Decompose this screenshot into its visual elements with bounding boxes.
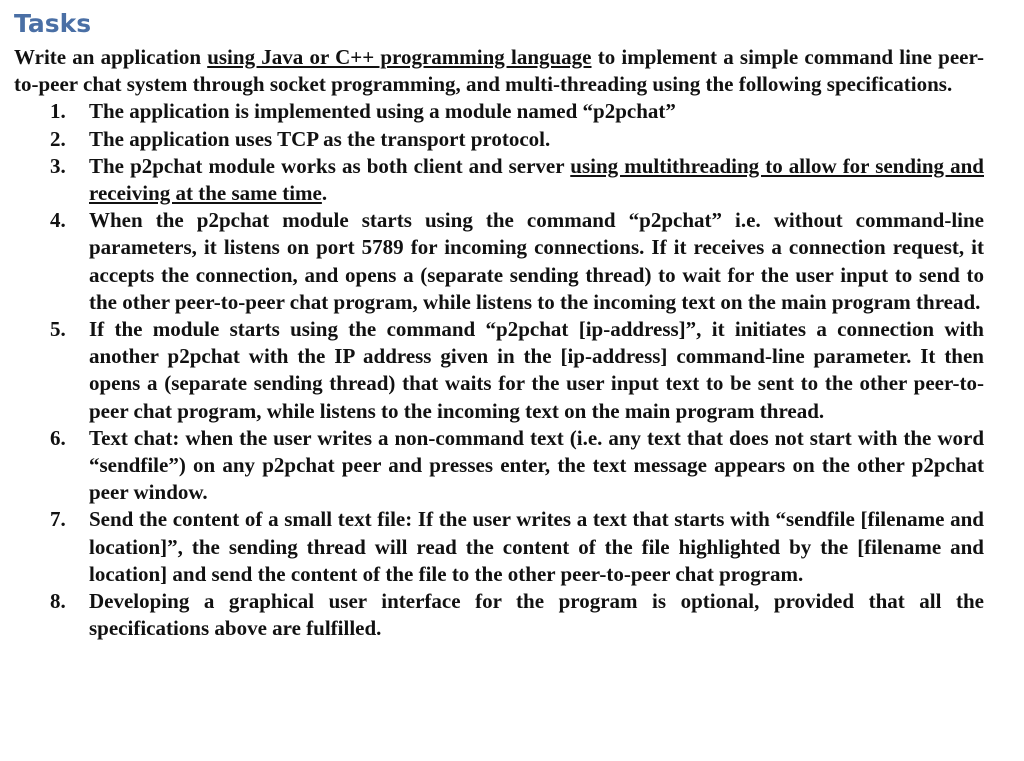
intro-text-start: Write an application: [14, 45, 208, 69]
list-item-number: 6.: [50, 425, 66, 450]
list-item-text: When the p2pchat module starts using the command “p2pchat” i.e. without command-line parameters, it listens on port 5789 for incoming connections. If it receives a connection request, it accepts the connection, and opens a (separate sending thread) to wait for the user input to send to the other peer-to-peer chat program, while listens to the incoming text on the main program thread.: [89, 208, 984, 314]
list-item-number: 8.: [50, 589, 66, 614]
list-item: [14, 506, 984, 588]
page-title: Tasks: [14, 9, 92, 38]
list-item-number: 5.: [50, 317, 66, 342]
list-item-number: 2.: [50, 126, 66, 151]
list-item: [14, 153, 984, 207]
intro-underlined-text: using Java or C++ programming language: [207, 45, 592, 69]
document-page: [14, 8, 984, 642]
list-item: [14, 126, 984, 153]
list-item-text: Send the content of a small text file: If the user writes a text that starts with “sendfile [filename and location]”, the sending thread will read the content of the file highlighted by the [filename and location] and send the content of the file to the other peer-to-peer chat program.: [89, 507, 984, 586]
list-item-text: Developing a graphical user interface for the program is optional, provided that all the specifications above are fulfilled.: [89, 589, 984, 641]
intro-paragraph: [14, 44, 984, 98]
list-item: [14, 425, 984, 507]
list-item-number: 3.: [50, 153, 66, 178]
list-item-text: The application is implemented using a module named “p2pchat”: [89, 99, 676, 124]
list-item: [14, 207, 984, 316]
list-item-underlined-text: using multithreading to allow for sending and receiving at the same time: [89, 153, 984, 206]
list-item: [14, 588, 984, 642]
list-item-text: If the module starts using the command “p2pchat [ip-address]”, it initiates a connection with another p2pchat with the IP address given in the [ip-address] command-line parameter. It then opens a (separate sending thread) that waits for the user input text to be sent to the other peer-to-peer chat program, while listens to the incoming text on the main program thread.: [89, 317, 984, 423]
list-item-number: 7.: [50, 507, 66, 532]
list-item-text: Text chat: when the user writes a non-command text (i.e. any text that does not start with the word “sendfile”) on any p2pchat peer and presses enter, the text message appears on the other p2pchat peer window.: [89, 425, 984, 505]
list-item-number: 1.: [50, 99, 66, 124]
list-item-text: The p2pchat module works as both client and server: [89, 153, 571, 178]
list-item: [14, 98, 984, 125]
list-item: [14, 316, 984, 425]
list-item-text-end: .: [321, 181, 328, 206]
list-item-text: The application uses TCP as the transport protocol.: [89, 126, 551, 151]
specification-list: [14, 98, 984, 642]
intro-text-end: to implement a simple command line peer-to-peer chat system through socket programming, and multi-threading using the following specifications.: [14, 45, 985, 97]
list-item-number: 4.: [50, 208, 66, 233]
